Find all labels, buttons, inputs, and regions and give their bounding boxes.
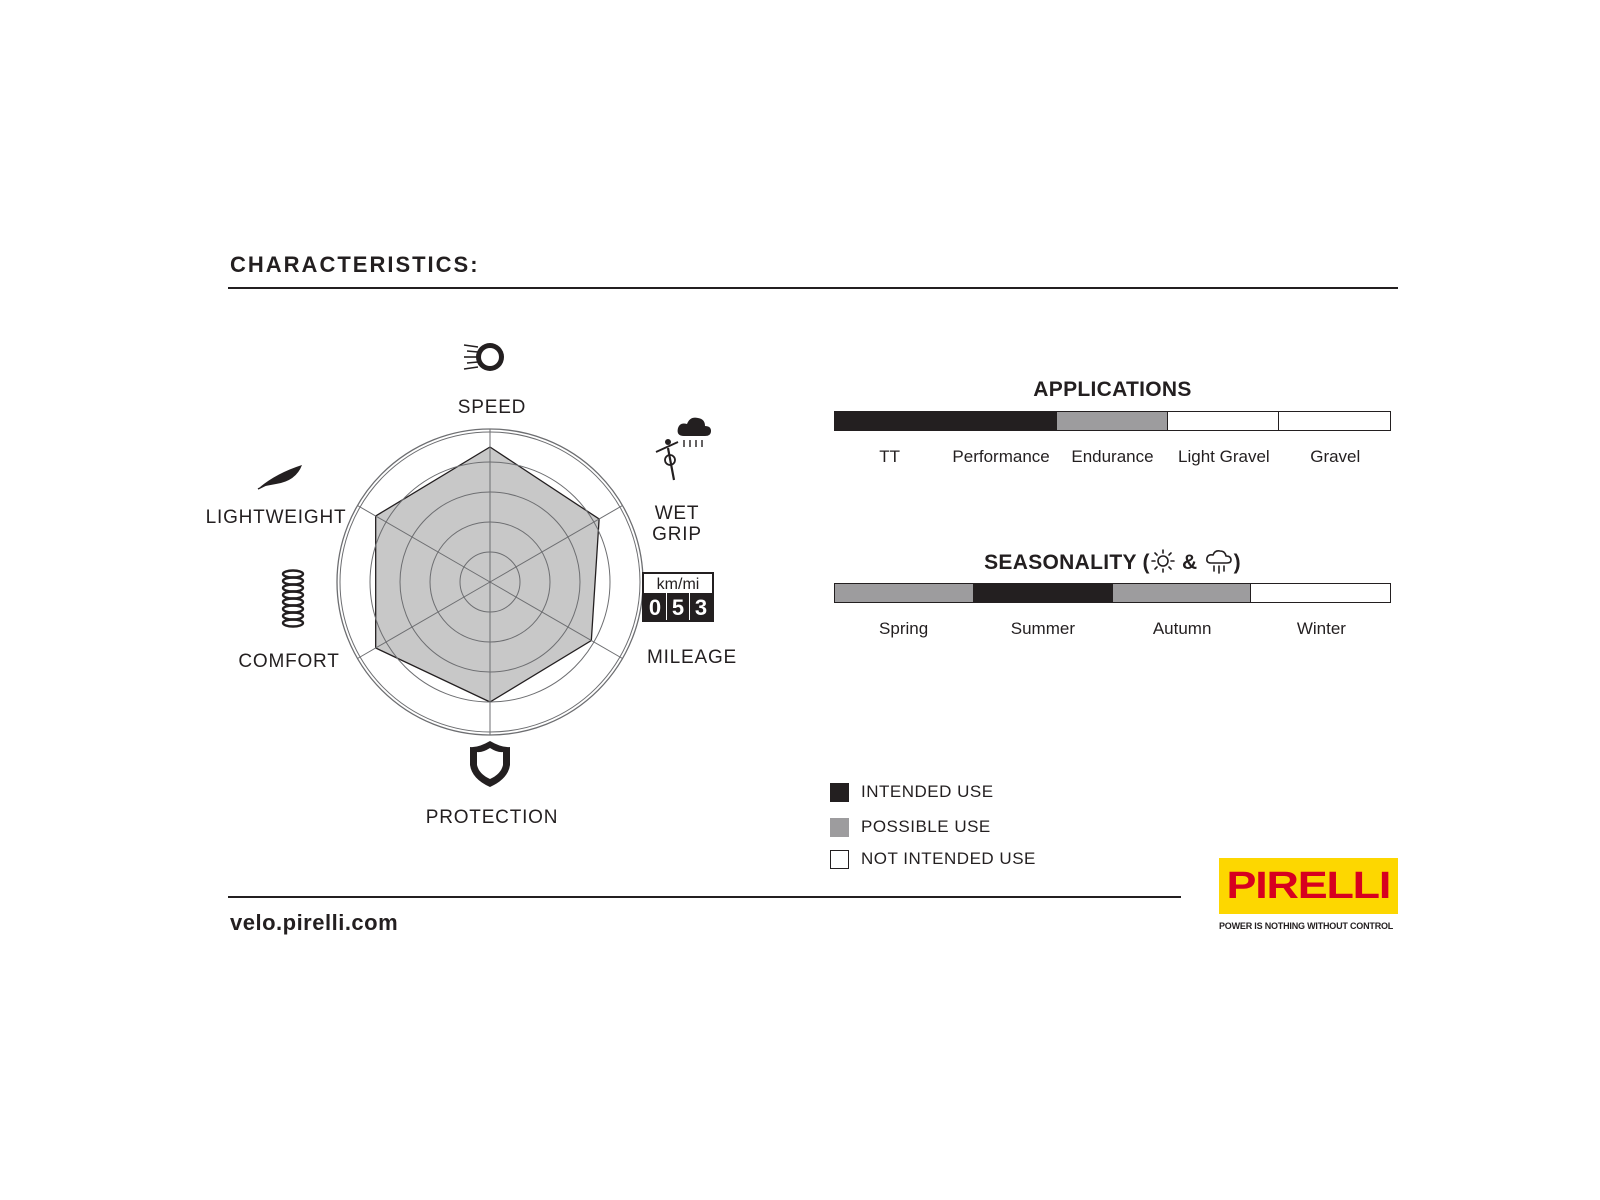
divider-top [228,287,1398,289]
legend-swatch [830,850,849,869]
seasonality-title [834,548,1391,575]
axis-label-comfort: COMFORT [238,651,340,672]
wet-grip-rider [665,439,671,445]
applications-label: Endurance [1071,447,1154,466]
rain-cloud-icon [1204,548,1234,574]
seasonality-labels [834,619,1391,639]
spring-icon [283,571,303,627]
legend-swatch [830,818,849,837]
spring-icon-coil [283,620,303,627]
seasonality-title-text: SEASONALITY ( [984,551,1150,574]
legend [830,782,1036,881]
speed-icon [464,343,504,371]
odometer-icon [643,573,713,621]
legend-swatch [830,783,849,802]
seasonality-title-close: ) [1233,551,1241,574]
axis-label-wet-grip [627,503,727,545]
speed-icon-hole [481,348,499,366]
sun-icon [1150,549,1176,573]
axis-label-speed: SPEED [457,397,527,418]
odometer-digit: 0 [648,595,662,620]
legend-label: NOT INTENDED USE [861,849,1036,868]
seasonality-title-and: & [1181,551,1198,574]
applications-segment [1057,412,1168,430]
applications-title: APPLICATIONS [1033,378,1192,401]
applications-label: Performance [952,447,1050,466]
axis-label-lightweight: LIGHTWEIGHT [205,507,347,528]
footer-url: velo.pirelli.com [230,910,399,935]
pirelli-logo [1219,858,1398,914]
seasonality-label: Winter [1296,619,1346,638]
brand-tagline: POWER IS NOTHING WITHOUT CONTROL [1219,921,1394,931]
speed-icon-line [467,351,478,352]
speed-icon-line [464,367,478,369]
legend-item [830,817,1036,837]
pirelli-logo-text: PIRELLI [1226,865,1391,907]
seasonality-segment [1113,584,1252,602]
applications-bar [834,411,1391,431]
feather-icon-vane [260,465,302,487]
applications-label: TT [879,447,901,466]
applications-segment [1279,412,1390,430]
legend-item [830,849,1036,869]
legend-label: POSSIBLE USE [861,817,991,836]
wet-grip-icon [656,418,711,480]
axis-label-mileage: MILEAGE [646,647,738,668]
seasonality-segment [1251,584,1390,602]
axis-label-wet-grip-line2: GRIP [652,524,702,545]
radar-area [376,447,599,702]
seasonality-label: Summer [1010,619,1075,638]
axis-label-wet-grip-line1: WET [654,503,700,524]
axis-label-protection: PROTECTION [425,807,559,828]
applications-labels [834,447,1391,467]
applications-label: Light Gravel [1178,447,1270,466]
legend-label: INTENDED USE [861,782,994,801]
seasonality-bar [834,583,1391,603]
shield-icon [470,741,510,787]
odometer-digit: 3 [694,595,708,620]
applications-segment [1168,412,1279,430]
wet-grip-cloud [678,418,711,436]
speed-icon-line [464,345,478,347]
divider-bottom [228,896,1181,898]
seasonality-segment [835,584,974,602]
applications-label: Gravel [1310,447,1361,466]
seasonality-segment [974,584,1113,602]
legend-item [830,782,1036,802]
speed-icon-line [467,362,478,363]
seasonality-label: Autumn [1152,619,1212,638]
odometer-digit: 5 [671,595,685,620]
seasonality-label: Spring [879,619,929,638]
page-title: CHARACTERISTICS: [230,252,480,277]
feather-icon [258,465,302,489]
applications-segment [835,412,946,430]
applications-segment [946,412,1057,430]
odometer-units: km/mi [656,576,700,593]
